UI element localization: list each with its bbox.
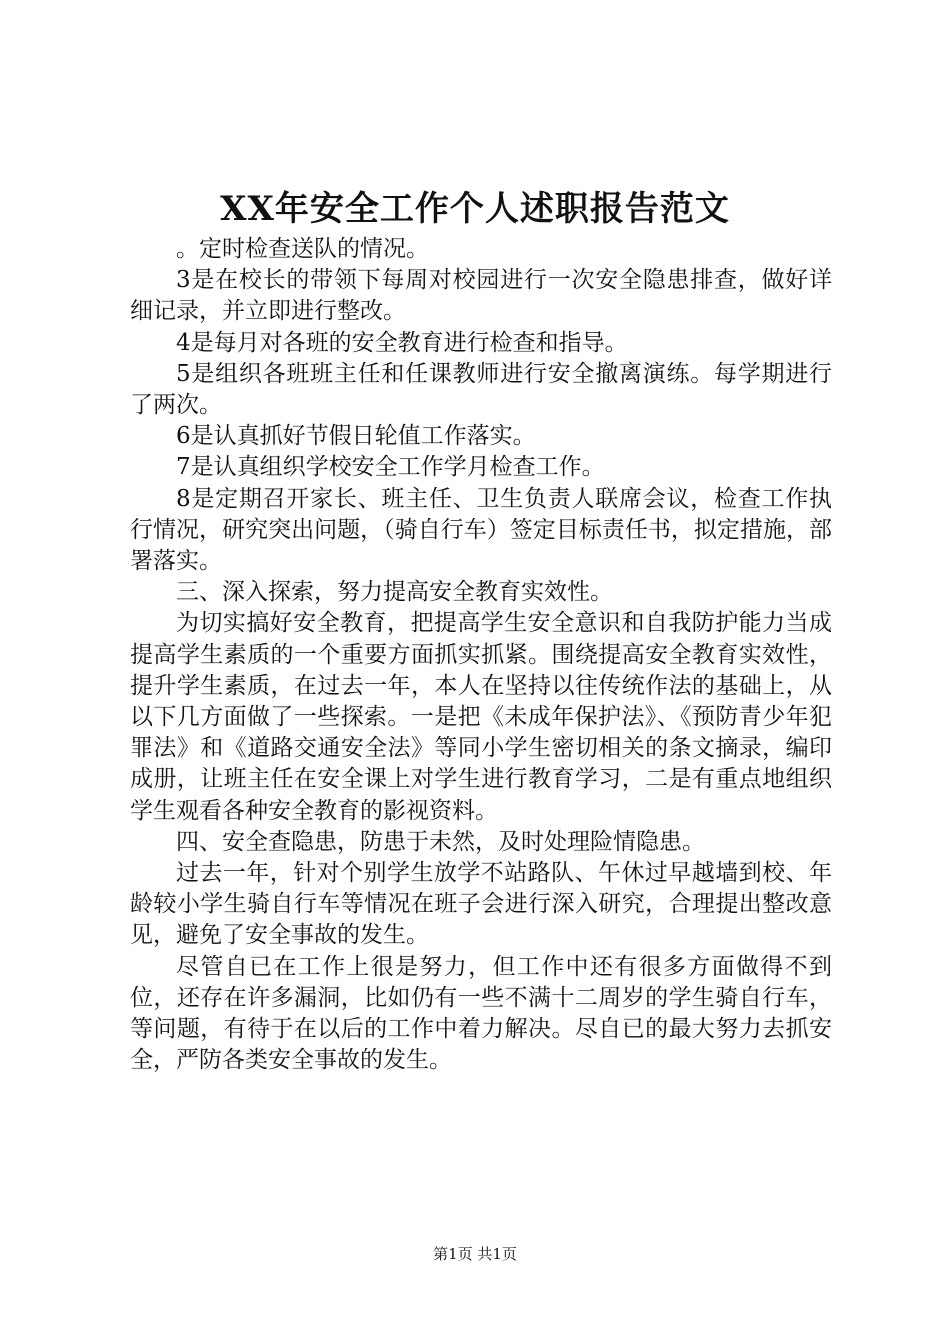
paragraph-5: 6是认真抓好节假日轮值工作落实。 bbox=[176, 423, 536, 450]
section-heading-4: 四、安全查隐患，防患于未然，及时处理险情隐患。 bbox=[176, 828, 705, 855]
paragraph-10: 尽管自已在工作上很是努力，但工作中还有很多方面做得不到位，还存在许多漏洞，比如仍有一些不满十二周岁的学生骑自行车，等问题，有待于在以后的工作中着力解决。尽自已的最大努力去抓安全，严防各类安全事故的发生。 bbox=[130, 953, 832, 1074]
paragraph-8: 为切实搞好安全教育，把提高学生安全意识和自我防护能力当成提高学生素质的一个重要方面抓实抓紧。围绕提高安全教育实效性，提升学生素质，在过去一年，本人在坚持以往传统作法的基础上，从以下几方面做了一些探索。一是把《未成年保护法》、《预防青少年犯罪法》和《道路交通安全法》等同小学生密切相关的条文摘录，编印成册，让班主任在安全课上对学生进行教育学习，二是有重点地组织学生观看各种安全教育的影视资料。 bbox=[130, 610, 832, 824]
paragraph-7: 8是定期召开家长、班主任、卫生负责人联席会议，检查工作执行情况，研究突出问题，（骑自行车）签定目标责任书，拟定措施，部署落实。 bbox=[130, 485, 832, 575]
paragraph-9: 过去一年，针对个别学生放学不站路队、午休过早越墙到校、年龄较小学生骑自行车等情况在班子会进行深入研究，合理提出整改意见，避免了安全事故的发生。 bbox=[130, 860, 832, 949]
paragraph-4: 5是组织各班班主任和任课教师进行安全撤离演练。每学期进行了两次。 bbox=[130, 360, 832, 419]
document-body bbox=[130, 234, 832, 1076]
paragraph-6: 7是认真组织学校安全工作学月检查工作。 bbox=[176, 454, 605, 481]
page-footer: 第1页 共1页 bbox=[433, 1245, 517, 1263]
document-title: XX年安全工作个人述职报告范文 bbox=[220, 189, 730, 229]
paragraph-1: 。定时检查送队的情况。 bbox=[176, 236, 429, 262]
paragraph-2: 3是在校长的带领下每周对校园进行一次安全隐患排查，做好详细记录，并立即进行整改。 bbox=[130, 267, 832, 325]
paragraph-3: 4是每月对各班的安全教育进行检查和指导。 bbox=[176, 329, 628, 356]
section-heading-3: 三、深入探索，努力提高安全教育实效性。 bbox=[176, 579, 613, 606]
